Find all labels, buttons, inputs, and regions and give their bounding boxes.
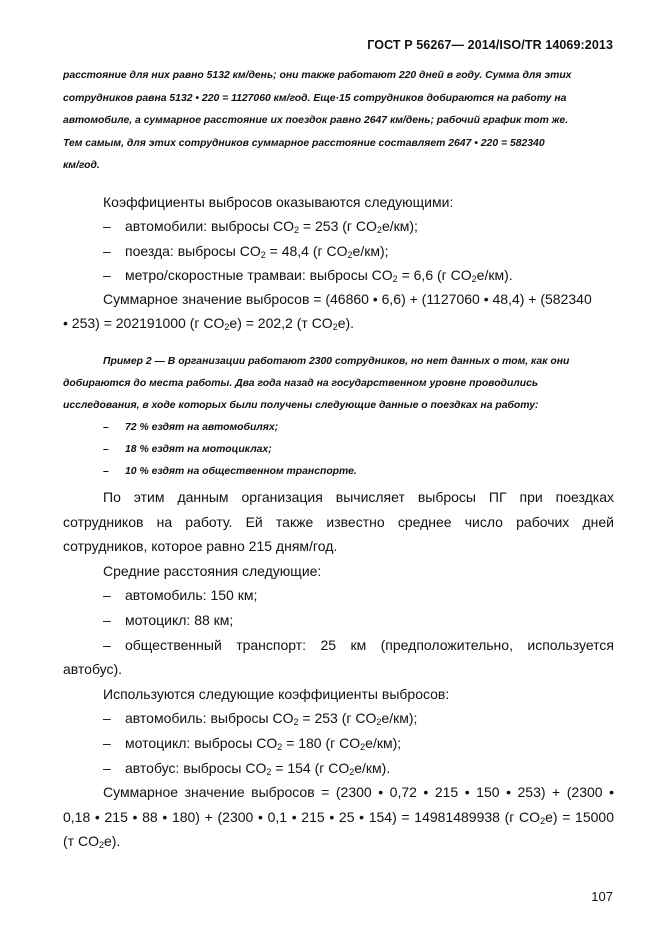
example2-block [63, 351, 614, 482]
list-item: – поезда: выбросы $CO_2 = 48,4$ (г $CO_2е/км$); [103, 242, 389, 260]
list-item: – метро/скоростные трамваи: выбросы $CO_2 = 6,6$ (г $CO_2е/км$). [103, 266, 513, 284]
list-item: – автомобили: выбросы $CO_2 = 253$ (г $CO_2е/км$); [103, 218, 418, 236]
page-number: 107 [591, 889, 613, 904]
distances-intro: Средние расстояния следующие: [103, 562, 322, 579]
list-item: – автомобиль: выбросы $CO_2 = 253$ (г $CO_2е/км$); [103, 710, 418, 728]
calculation-section [63, 485, 614, 854]
total2-line: Суммарное значение выбросов = (2300 • 0,72 • 215 • 150 • 253) + (2300 • [103, 784, 614, 801]
list-item: – 72 % ездят на автомобилях; [103, 421, 279, 433]
text-line: исследования, в ходе которых были получены следующие данные о поездках на работу: [63, 399, 539, 411]
example1-continuation [63, 65, 614, 178]
text-line: Пример 2 — В организации работают 2300 сотрудников, но нет данных о том, как они [103, 356, 570, 367]
coefficients-section [63, 190, 614, 336]
list-item: – автомобиль: 150 км; [103, 587, 258, 604]
text-line: По этим данным организация вычисляет выбросы ПГ при поездках [103, 489, 614, 505]
list-item: – автобус: выбросы $CO_2 = 154$ (г $CO_2е/км$). [103, 759, 391, 777]
text-line: автобус). [63, 661, 123, 678]
text-line: Тем самым, для этих сотрудников суммарное расстояние составляет 2647 • 220 = 582340 [63, 137, 545, 149]
coefficients2-intro: Используются следующие коэффициенты выбросов: [103, 685, 450, 702]
text-line: добираются до места работы. Два года назад на государственном уровне проводились [63, 377, 539, 389]
text-line: автомобиле, а суммарное расстояние их поездок равно 2647 км/день; рабочий график тот же. [63, 115, 569, 127]
list-item: – 10 % ездят на общественном транспорте. [103, 465, 357, 477]
document-header: ГОСТ Р 56267— 2014/ISO/TR 14069:2013 [367, 38, 613, 52]
text-line: сотрудников на работу. Ей также известно среднее число рабочих дней [63, 513, 614, 530]
text-line: км/год. [63, 160, 100, 172]
total2-line: (т $CO_2е$). [63, 833, 121, 851]
total-emissions-line: Суммарное значение выбросов = (46860 • 6,6) + (1127060 • 48,4) + (582340 [103, 291, 592, 308]
list-item: – мотоцикл: 88 км; [103, 611, 234, 628]
list-item: – 18 % ездят на мотоциклах; [103, 443, 272, 455]
list-item: – общественный транспорт: 25 км (предположительно, используется [103, 636, 614, 653]
total-emissions-line: • 253) = 202191000 (г $CO_2е) = 202,2$ (т $CO_2е$). [63, 315, 355, 333]
text-line: расстояние для них равно 5132 км/день; они также работают 220 дней в году. Сумма для этих [63, 70, 572, 81]
coefficients-intro: Коэффициенты выбросов оказываются следующими: [103, 194, 454, 210]
total2-line: 0,18 • 215 • 88 • 180) + (2300 • 0,1 • 215 • 25 • 154) = 14981489938 (г $CO_2е) = 15000$ [63, 808, 614, 826]
list-item: – мотоцикл: выбросы $CO_2 = 180$ (г $CO_2е/км$); [103, 734, 402, 752]
text-line: сотрудников равна 5132 • 220 = 1127060 км/год. Еще·15 сотрудников добираются на работу на [63, 92, 567, 104]
text-line: сотрудников, которое равно 215 дням/год. [63, 538, 338, 555]
